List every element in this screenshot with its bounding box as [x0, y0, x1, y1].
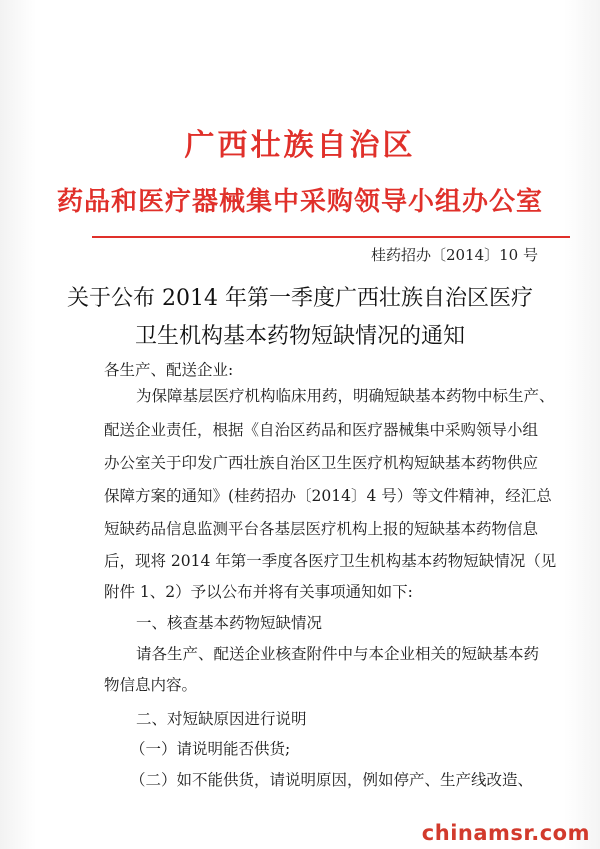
paragraph-1-line-3: 办公室关于印发广西壮族自治区卫生医疗机构短缺基本药物供应	[104, 454, 539, 472]
paragraph-1-line-1: 为保障基层医疗机构临床用药，明确短缺基本药物中标生产、	[136, 387, 555, 405]
section-1-heading: 一、核查基本药物短缺情况	[136, 614, 323, 632]
section-1-line-1: 请各生产、配送企业核查附件中与本企业相关的短缺基本药	[136, 645, 540, 663]
paragraph-1-line-2: 配送企业责任，根据《自治区药品和医疗器械集中采购领导小组	[104, 421, 539, 439]
site-watermark: chinamsr.com	[421, 821, 590, 845]
document-title-line1: 关于公布 2014 年第一季度广西壮族自治区医疗	[67, 286, 533, 311]
section-2-item-1: （一）请说明能否供货;	[130, 740, 291, 758]
issuer-name-line1: 广西壮族自治区	[184, 128, 416, 163]
issuer-name-line2: 药品和医疗器械集中采购领导小组办公室	[56, 187, 543, 217]
document-number: 桂药招办〔2014〕10 号	[370, 246, 538, 264]
section-2-heading: 二、对短缺原因进行说明	[136, 710, 307, 728]
paragraph-1-line-5: 短缺药品信息监测平台各基层医疗机构上报的短缺基本药物信息	[104, 520, 539, 538]
paragraph-1-line-6: 后，现将 2014 年第一季度各医疗卫生机构基本药物短缺情况（见	[104, 552, 557, 570]
paragraph-1-line-7: 附件 1、2）予以公布并将有关事项通知如下:	[104, 583, 413, 601]
document-title-line2: 卫生机构基本药物短缺情况的通知	[134, 324, 465, 349]
section-2-item-2: （二）如不能供货，请说明原因，例如停产、生产线改造、	[130, 771, 534, 789]
paragraph-1-line-4: 保障方案的通知》(桂药招办〔2014〕4 号）等文件精神，经汇总	[104, 487, 552, 505]
salutation: 各生产、配送企业:	[104, 361, 234, 379]
red-divider-line	[92, 236, 570, 238]
section-1-line-2: 物信息内容。	[104, 676, 198, 694]
